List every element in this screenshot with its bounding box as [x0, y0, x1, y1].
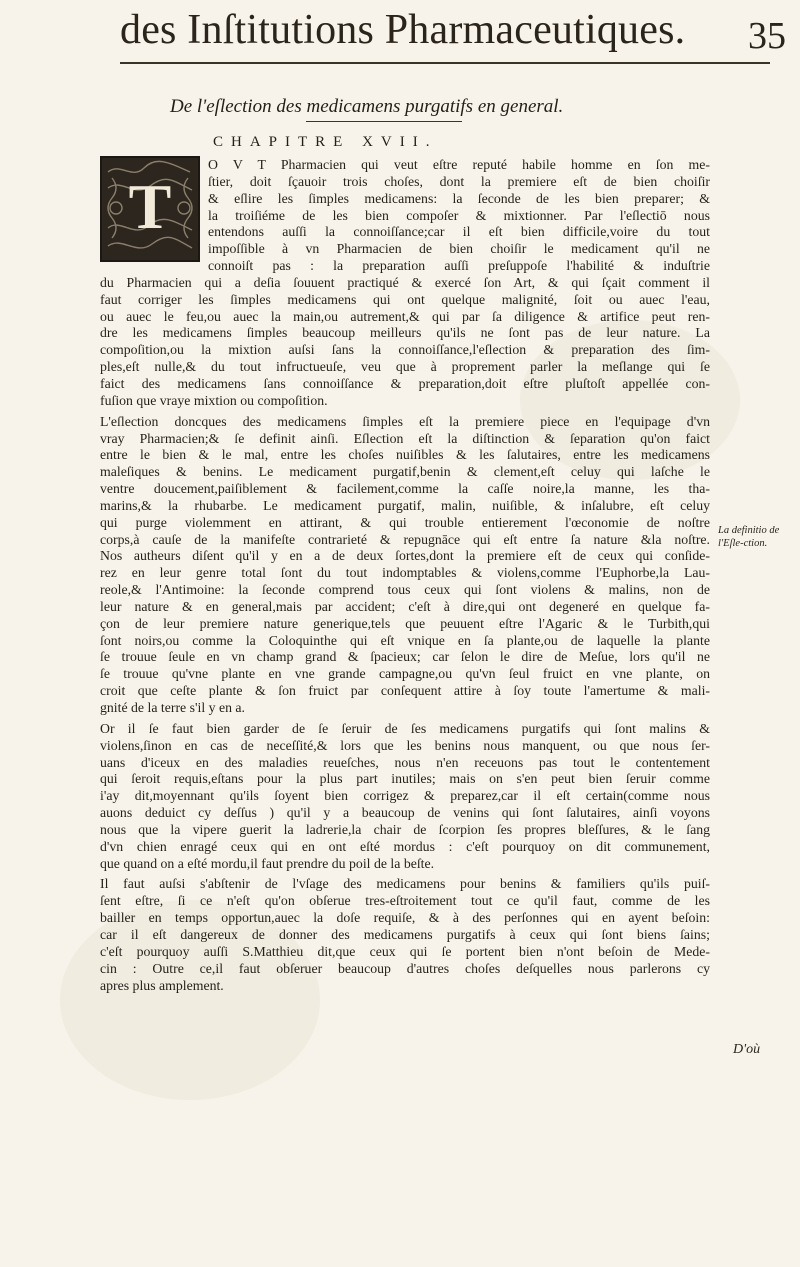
body-text [100, 157, 710, 994]
text-line: faict des medicamens ſans connoiſſance & preparation,doit eſtre pluſtoſt appellée con- [100, 375, 710, 391]
text-line: qui ſeroit requis,eſtans pour la plus part inutiles; mais on s'en peut bien ſeruir comme [100, 771, 710, 787]
text-line: Or il ſe faut bien garder de ſe ſeruir de ſes medicamens purgatifs qui ſont malins & [100, 720, 710, 736]
text-line: apres plus amplement. [100, 977, 224, 993]
text-line: çon de leur premiere nature generique,tels que peuuent eſtre l'Agaric & le Turbith,qui [100, 615, 710, 631]
paragraph [100, 414, 710, 717]
text-line: gnité de la terre s'il y en a. [100, 700, 245, 715]
text-line: faut corriger les ſimples medicamens qui ont quelque malignité, ſoit ou auec l'eau, [100, 291, 710, 307]
text-line: entre le bien & le mal, entre les choſes nuiſibles & les ſalutaires, entre les medicamens [100, 447, 710, 463]
catchword: D'où [733, 1042, 761, 1057]
header-rule [120, 62, 770, 64]
text-line: que quand on a eſté mordu,il faut prendre du poil de la beſte. [100, 855, 435, 871]
paragraph [100, 721, 710, 873]
text-line: la troiſiéme de les bien compoſer & mixtionner. Par l'eſlectiō nous [208, 207, 710, 223]
text-line: ſent eſtre, ſi ce n'eſt qu'on obſerue tres-eſtroitement tout ce qu'il faut, comme de les [100, 893, 710, 909]
text-line: auons deduict cy deſſus ) qu'il y a beaucoup de venins qui ſont ſalutaires, ainſi voyons [100, 805, 710, 821]
page-number: 35 [748, 15, 786, 57]
text-line: ſe trouue qu'vne plante en vne grande campagne,ou qu'vn ſeul fruict en vne plante, on [100, 666, 710, 682]
text-line: marins,& la rhubarbe. Le medicament purgatif, malin, nuiſible, & inſalubre, eſt celuy [100, 497, 710, 513]
text-line: O V T Pharmacien qui veut eſtre reputé habile homme en ſon me- [208, 157, 710, 172]
text-line: ſe trouue ſeule en vn champ grand & ſpacieux; car ſelon le dire de Meſue, lors qu'il ne [100, 649, 710, 665]
text-line: ſtier, doit ſçauoir trois choſes, dont la premiere eſt de bien choiſir [208, 173, 710, 189]
text-line: i'ay dit,moyennant qu'ils ſoyent bien corrigez & preparez,car il eſt certain(comme nous [100, 788, 710, 804]
text-line: & eſlire les ſimples medicamens: la ſeconde de les bien preparer; & [208, 190, 710, 206]
text-line: ſont noirs,ou comme la Coloquinthe qui eſt vnique en ſa plante,ou de laquelle la plante [100, 632, 710, 648]
text-line: violens,ſinon en cas de neceſſité,& lors que les benins nous manquent, ou que nous ſer- [100, 737, 710, 753]
text-line: dre les medicamens ſimples beaucoup meilleurs qu'ils ne ſont pas de leur nature. La [100, 325, 710, 341]
text-line: fuſion que vraye mixtion ou compoſition. [100, 392, 328, 408]
chapter-heading: CHAPITRE XVII. [213, 134, 438, 150]
text-line: ples,eſt nulle,& du tout infructueuſe, veu que à proprement parler la meſlange qui ſe [100, 359, 710, 375]
text-line: car il eſt dangereux de donner des medicamens purgatifs à ceux qui ſont biens ſains; [100, 926, 710, 942]
text-line: Il faut auſsi s'abſtenir de l'vſage des medicamens pour benins & familiers qu'ils puiſ- [100, 876, 710, 892]
text-line: Nos autheurs diſent qu'il y en a de deux ſortes,dont la premiere eſt de ceux qui conſide- [100, 548, 710, 564]
text-line: reole,& l'Antimoine: la ſeconde comprend tous ceux qui ſont violens & malins, non de [100, 582, 710, 598]
marginal-note: La definitio de l'Eſle-ction. [718, 525, 780, 549]
text-line: croit que ceſte plante & ſon fruict par conſequent attire à ſoy toute l'amertume & mali- [100, 683, 710, 699]
text-line: c'eſt pourquoy auſſi S.Matthieu dit,que ceux qui ſe portent bien n'ont beſoin de Mede- [100, 943, 710, 959]
text-line: rez en leur genre total ſont du tout indomptables & violens,comme l'Euphorbe,la Lau- [100, 565, 710, 581]
text-line: corps,à cauſe de la manifeſte contrarieté & repugnāce qui eſt entre ſa nature &la noſtre. [100, 531, 710, 547]
text-line: qui purge violemment en attirant, & qui trouble entierement l'œconomie de noſtre [100, 514, 710, 530]
text-line: entendons auſſi la connoiſſance;car il eſt bien difficile,voire du tout [208, 224, 710, 240]
text-line: cin : Outre ce,il faut obſeruer beaucoup d'autres choſes deſquelles nous parlerons cy [100, 960, 710, 976]
running-title: des Inſtitutions Pharmaceutiques. [120, 7, 686, 53]
text-line: uans d'iceux en des maladies reueſches, nous n'en receuons pas tout le contentement [100, 754, 710, 770]
text-line: L'eſlection doncques des medicamens ſimples eſt la premiere piece en l'equipage d'vn [100, 413, 710, 429]
initial-letter: T [128, 171, 172, 242]
text-line: compoſition,ou la mixtion auſsi ſans la connoiſſance,l'eſlection & preparation des ſim- [100, 342, 710, 358]
text-line: maleſiques & benins. Le medicament purgatif,benin & clement,eſt celuy qui laſche le [100, 464, 710, 480]
section-title: De l'eſlection des medicamens purgatifs en general. [170, 96, 564, 117]
text-line: ou auec le feu,ou auec la main,ou autrement,& qui par ſa diligence & artifice peut ren- [100, 308, 710, 324]
text-line: d'vn chien enragé ceux qui en ont eſté mordus : c'eſt pourquoy on dit communement, [100, 838, 710, 854]
text-line: vray Pharmacien;& ſe definit ainſi. Eſlection eſt la diſtinction & ſeparation qu'on faict [100, 430, 710, 446]
text-line: impoſſible à vn Pharmacien de bien choiſir le medicament qu'il ne [208, 241, 710, 257]
text-line: du Pharmacien qui a deſia ſouuent practiqué & exercé ſon Art, & qui ſçait comment il [100, 274, 710, 290]
section-title-underline [306, 121, 462, 122]
text-line: connoiſt pas : la preparation auſſi preſuppoſe l'habilité & induſtrie [208, 258, 710, 274]
text-line: nous que la vipere guerit la ladrerie,la chair de ſcorpion ſes propres bleſſures, & le ſang [100, 821, 710, 837]
paragraph [100, 157, 710, 410]
text-line: bailler en temps opportun,auec la doſe requiſe, & à des perſonnes qui en ayent beſoin: [100, 910, 710, 926]
paragraph [100, 876, 710, 994]
text-line: leur nature & en general,mais par accident; c'eſt à dire,qui ont degeneré en quelque fa- [100, 598, 710, 614]
text-line: ventre doucement,paiſiblement & facilement,comme la caſſe noire,la manne, les tha- [100, 481, 710, 497]
